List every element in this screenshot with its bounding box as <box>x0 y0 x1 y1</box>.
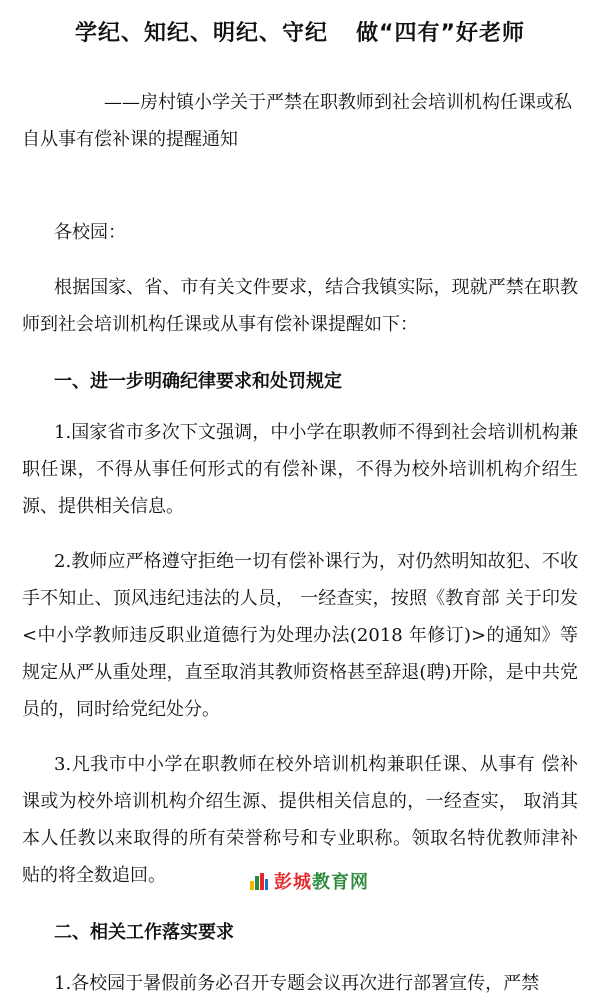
watermark-text-part-1: 彭城 <box>274 872 312 893</box>
intro-paragraph: 根据国家、省、市有关文件要求，结合我镇实际，现就严禁在职教师到社会培训机构任课或从事有偿补课提醒如下： <box>22 277 578 335</box>
watermark-text <box>274 868 369 894</box>
site-watermark <box>244 866 373 896</box>
item-4-paragraph: 1.各校园于暑假前务必召开专题会议再次进行部署宣传，严禁 <box>54 973 540 994</box>
document-title <box>22 14 578 54</box>
item-2-paragraph: 2.教师应严格遵守拒绝一切有偿补课行为，对仍然明知故犯、不收手不知止、顶风违纪违法的人员， 一经查实，按照《教育部 关于印发<中小学教师违反职业道德行为处理办法(2018 年修订)>的通知》等规定从严从重处理，直至取消其教师资格甚至辞退(聘)开除，是中共党员的，同时给党纪处分。 <box>22 551 578 720</box>
watermark-text-part-2: 教育网 <box>312 872 369 893</box>
watermark-logo-icon <box>248 870 270 892</box>
item-3-paragraph: 3.凡我市中小学在职教师在校外培训机构兼职任课、从事有 偿补课或为校外培训机构介绍生源、提供相关信息的，一经查实， 取消其本人任教以来取得的所有荣誉称号和专业职称。领取名特优教师津补贴的将全数追回。 <box>22 754 578 886</box>
title-part-2: 做“四有”好老师 <box>356 21 525 46</box>
title-part-1: 学纪、知纪、明纪、守纪 <box>75 21 329 46</box>
section-2-heading: 二、相关工作落实要求 <box>54 922 234 943</box>
document-subtitle <box>22 84 578 158</box>
subtitle-text: ——房村镇小学关于严禁在职教师到社会培训机构任课或私自从事有偿补课的提醒通知 <box>22 92 572 150</box>
item-1-paragraph: 1.国家省市多次下文强调，中小学在职教师不得到社会培训机构兼职任课，不得从事任何形式的有偿补课，不得为校外培训机构介绍生源、提供相关信息。 <box>22 422 578 517</box>
salutation: 各校园： <box>54 222 126 243</box>
section-1-heading: 一、进一步明确纪律要求和处罚规定 <box>54 371 342 392</box>
